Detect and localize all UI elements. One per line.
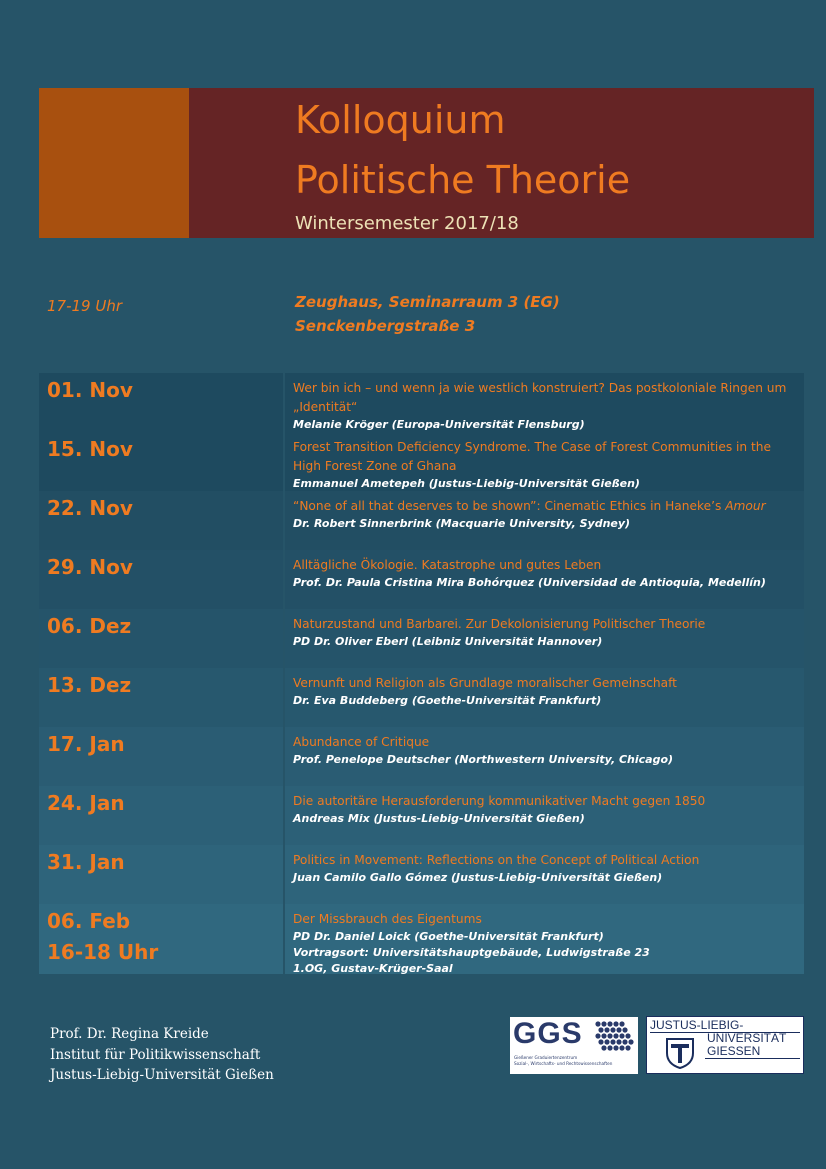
ggs-logo-caption: Gießener Graduiertenzentrum Sozial-, Wirtschafts- und Rechtswissenschaften (514, 1055, 613, 1066)
info-cell (285, 904, 804, 974)
session-date: 24. Jan (47, 791, 125, 815)
speaker: Dr. Robert Sinnerbrink (Macquarie University, Sydney) (293, 517, 631, 530)
schedule-row (39, 491, 804, 550)
title-line-2: Politische Theorie (295, 158, 631, 202)
info-cell (285, 609, 804, 668)
footer-contact (50, 1024, 274, 1086)
session-date: 31. Jan (47, 850, 125, 874)
talk-title: Politics in Movement: Reflections on the Concept of Political Action (293, 853, 700, 867)
jlu-logo (646, 1016, 804, 1074)
info-cell (285, 550, 804, 609)
date-cell (39, 609, 283, 668)
schedule-row (39, 609, 804, 668)
info-cell (285, 727, 804, 786)
date-cell (39, 786, 283, 845)
session-date: 01. Nov (47, 378, 133, 402)
venue-line-1: Vortragsort: Universitätshauptgebäude, Ludwigstraße 23 (293, 946, 650, 959)
schedule-row (39, 904, 804, 974)
schedule-row (39, 550, 804, 609)
speaker: Dr. Eva Buddeberg (Goethe-Universität Frankfurt) (293, 694, 602, 707)
speaker: Prof. Penelope Deutscher (Northwestern University, Chicago) (293, 753, 674, 766)
speaker: Emmanuel Ametepeh (Justus-Liebig-Universität Gießen) (293, 477, 640, 490)
info-cell (285, 432, 804, 491)
session-date: 06. Dez (47, 614, 132, 638)
info-cell (285, 373, 804, 432)
speaker: PD Dr. Oliver Eberl (Leibniz Universität Hannover) (293, 635, 603, 648)
time-label: 17-19 Uhr (47, 297, 123, 315)
jlu-logo-line-3: GIESSEN (707, 1044, 761, 1058)
jlu-logo-line-2: UNIVERSITÄT (707, 1031, 787, 1045)
footer-institute: Institut für Politikwissenschaft (50, 1046, 261, 1063)
session-date: 29. Nov (47, 555, 133, 579)
session-date: 13. Dez (47, 673, 132, 697)
footer-name: Prof. Dr. Regina Kreide (50, 1026, 209, 1042)
talk-title: “None of all that deserves to be shown”: Cinematic Ethics in Haneke’s Amour (293, 499, 766, 513)
schedule-table (39, 373, 804, 974)
schedule-row (39, 727, 804, 786)
date-cell (39, 373, 283, 432)
date-cell (39, 668, 283, 727)
date-cell (39, 904, 283, 974)
talk-title: Der Missbrauch des Eigentums (293, 912, 482, 926)
session-date: 22. Nov (47, 496, 133, 520)
header-banner (39, 88, 814, 238)
jlu-divider (705, 1058, 800, 1059)
session-time: 16-18 Uhr (47, 940, 159, 964)
date-cell (39, 432, 283, 491)
session-date: 17. Jan (47, 732, 125, 756)
ggs-dots-icon (594, 1020, 636, 1054)
talk-title: Naturzustand und Barbarei. Zur Dekolonisierung Politischer Theorie (293, 617, 706, 631)
talk-title: Vernunft und Religion als Grundlage moralischer Gemeinschaft (293, 676, 677, 690)
jlu-shield-icon (665, 1037, 695, 1069)
ggs-logo-text: GGS (513, 1017, 583, 1050)
speaker: Juan Camilo Gallo Gómez (Justus-Liebig-Universität Gießen) (293, 871, 663, 884)
talk-title: Alltägliche Ökologie. Katastrophe und gutes Leben (293, 558, 602, 572)
talk-title: Die autoritäre Herausforderung kommunikativer Macht gegen 1850 (293, 794, 706, 808)
footer-university: Justus-Liebig-Universität Gießen (50, 1067, 274, 1083)
schedule-row (39, 668, 804, 727)
location-line-2: Senckenbergstraße 3 (295, 317, 476, 335)
speaker: PD Dr. Daniel Loick (Goethe-Universität Frankfurt) (293, 930, 604, 943)
info-cell (285, 668, 804, 727)
info-cell (285, 845, 804, 904)
date-cell (39, 727, 283, 786)
talk-title: Wer bin ich – und wenn ja wie westlich konstruiert? Das postkoloniale Ringen um „Identität“ (293, 381, 787, 414)
session-date: 15. Nov (47, 437, 133, 461)
talk-title: Forest Transition Deficiency Syndrome. The Case of Forest Communities in the High Forest Zone of Ghana (293, 440, 772, 473)
session-date: 06. Feb (47, 909, 131, 933)
ggs-logo (510, 1017, 638, 1074)
schedule-row (39, 432, 804, 491)
schedule-row (39, 845, 804, 904)
semester-subtitle: Wintersemester 2017/18 (295, 213, 519, 234)
date-cell (39, 491, 283, 550)
talk-title: Abundance of Critique (293, 735, 430, 749)
date-cell (39, 550, 283, 609)
venue-line-2: 1.OG, Gustav-Krüger-Saal (293, 962, 453, 975)
jlu-logo-line-1: JUSTUS-LIEBIG- (650, 1018, 744, 1032)
speaker: Melanie Kröger (Europa-Universität Flensburg) (293, 418, 585, 431)
location-line-1: Zeughaus, Seminarraum 3 (EG) (295, 293, 560, 311)
title-line-1: Kolloquium (295, 98, 506, 142)
info-cell (285, 786, 804, 845)
schedule-row (39, 786, 804, 845)
schedule-row (39, 373, 804, 432)
date-cell (39, 845, 283, 904)
info-cell (285, 491, 804, 550)
speaker: Prof. Dr. Paula Cristina Mira Bohórquez (Universidad de Antioquia, Medellín) (293, 576, 766, 589)
header-accent-block (39, 88, 189, 238)
speaker: Andreas Mix (Justus-Liebig-Universität Gießen) (293, 812, 585, 825)
